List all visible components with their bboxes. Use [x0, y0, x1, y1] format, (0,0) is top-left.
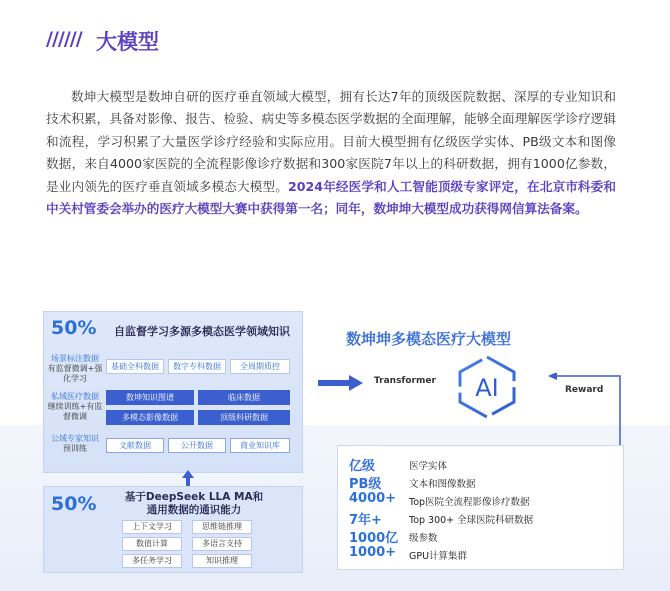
chip-cot-reasoning: 思维链推理: [192, 520, 252, 534]
stat-key: 1000+: [349, 545, 397, 560]
ai-hexagon-icon: [454, 354, 520, 420]
general-ability-panel: [43, 486, 303, 573]
stat-key: 7年+: [349, 513, 382, 528]
stat-key: 亿级: [349, 459, 376, 474]
reward-label: Reward: [565, 385, 604, 395]
row-label-public: [47, 434, 103, 454]
domain-knowledge-panel: [43, 311, 303, 473]
chip-knowledge-graph: 数坤知识图谱: [106, 390, 194, 405]
stat-key: PB级: [349, 477, 382, 492]
stat-row: [349, 545, 619, 563]
chip-multitask: 多任务学习: [122, 554, 182, 568]
chip-basic-general: 基础全科数据: [106, 359, 164, 374]
stat-row: [349, 509, 619, 527]
row-sub: 有监督微调+强化学习: [47, 364, 103, 383]
ai-label: AI: [475, 374, 499, 402]
section-title: 大模型: [96, 30, 159, 54]
panel-bottom-percent: 50%: [51, 493, 97, 515]
chip-knowledge-reasoning: 知识推理: [192, 554, 252, 568]
up-arrow-stem: [186, 477, 190, 486]
stats-box: [337, 445, 624, 570]
right-arrow-icon: [318, 375, 363, 391]
row-category: 公域专家知识: [51, 434, 99, 443]
row-category: 私域医疗数据: [51, 392, 99, 401]
transformer-label: Transformer: [374, 376, 436, 386]
panel-top-title: 自监督学习多源多模态医学领域知识: [114, 325, 290, 338]
chip-public-data: 公开数据: [168, 438, 226, 453]
row-sub: 预训练: [63, 444, 87, 453]
stat-row: [349, 491, 619, 509]
row-sub: 继续训练+有监督微调: [47, 402, 103, 421]
panel-bottom-title: 基于DeepSeek LLA MA和通用数据的通识能力: [124, 491, 264, 516]
stat-value: GPU计算集群: [409, 551, 468, 562]
intro-text: 数坤大模型是数坤自研的医疗垂直领域大模型，拥有长达7年的顶级医院数据、深厚的专业知识和技术积累，具备对影像、报告、检验、病史等多模态医学数据的全面理解，能够全面理解医学诊疗逻辑和流程，学习积累了大量医学诊疗经验和实际应用。目前大模型拥有亿级医学实体、PB级文本和图像数据，来自4000家医院的全流程影像诊疗数据和300家医院7年以上的科研数据，拥有1000亿参数，是业内领先的医疗垂直领域多模态大模型。: [46, 89, 616, 194]
chip-context-learning: 上下文学习: [122, 520, 182, 534]
chip-literature: 文献数据: [106, 438, 164, 453]
stat-row: [349, 455, 619, 473]
title-decoration: //////: [46, 28, 82, 50]
chip-top-research: 顶级科研数据: [198, 410, 290, 425]
panel-top-percent: 50%: [51, 317, 97, 339]
chip-multilingual: 多语言支持: [192, 537, 252, 551]
chip-commercial-kb: 商业知识库: [230, 438, 290, 453]
stat-key: 1000亿: [349, 531, 399, 546]
stat-value: Top 300+ 全球医院科研数据: [409, 515, 534, 526]
stat-value: 级参数: [409, 533, 438, 544]
model-title: 数坤坤多模态医疗大模型: [346, 330, 512, 348]
stat-value: Top医院全流程影像诊疗数据: [409, 497, 530, 508]
row-category: 场景标注数据: [51, 354, 99, 363]
chip-multimodal-imaging: 多模态影像数据: [106, 410, 194, 425]
stat-row: [349, 473, 619, 491]
stat-key: 4000+: [349, 491, 397, 506]
chip-digital-specialty: 数字专科数据: [168, 359, 226, 374]
stat-row: [349, 527, 619, 545]
row-label-scene: [47, 354, 103, 384]
row-label-private: [47, 392, 103, 422]
stat-value: 医学实体: [409, 461, 448, 472]
stat-value: 文本和图像数据: [409, 479, 476, 490]
intro-highlight: 2024年经医学和人工智能顶级专家评定，在北京市科委和中关村管委会举办的医疗大模型大赛中获得第一名；同年，数坤坤大模型成功获得网信算法备案。: [46, 178, 616, 217]
chip-full-cycle-qc: 全周期质控: [230, 359, 290, 374]
chip-numeric: 数值计算: [122, 537, 182, 551]
chip-clinical-data: 临床数据: [198, 390, 290, 405]
intro-paragraph: [46, 86, 616, 220]
